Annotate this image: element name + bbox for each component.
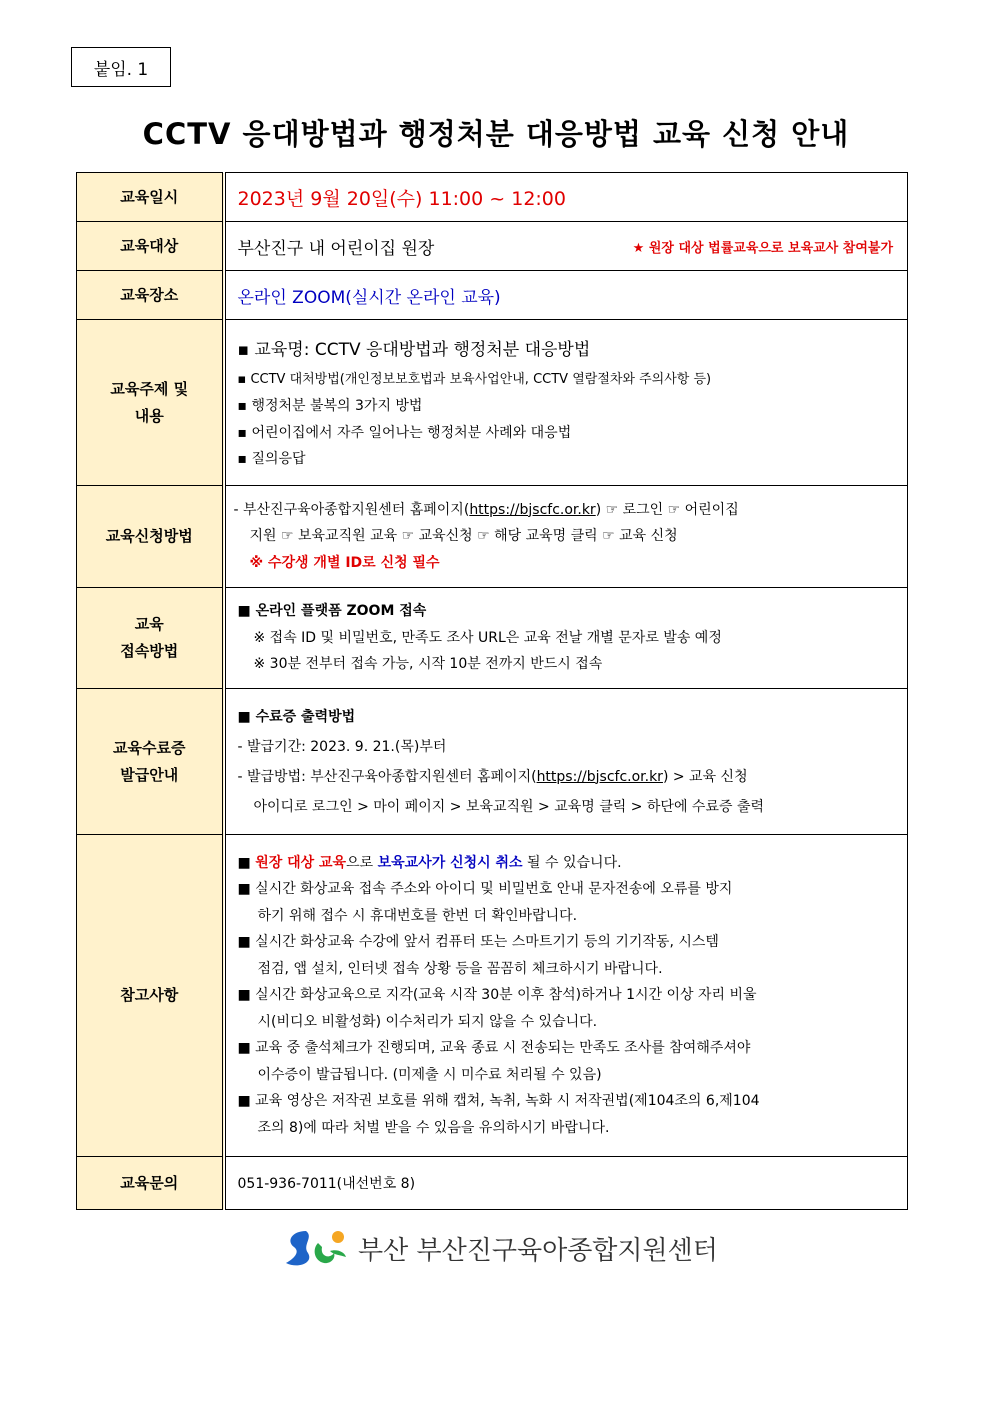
notes-item-cont: 조의 8)에 따라 처벌 받을 수 있음을 유의하시기 바랍니다. [257,1119,610,1136]
certificate-url-link[interactable]: https://bjscfc.or.kr [536,768,663,785]
topic-item: ▪ 행정처분 불복의 3가지 방법 [237,398,423,414]
apply-line1-post: ) ☞ 로그인 ☞ 어린이집 [595,501,739,518]
notes-item: ■ 실시간 화상교육 접속 주소와 아이디 및 비밀번호 안내 문자전송에 오류를 방지 [237,881,733,898]
contact-value: 051-936-7011(내선번호 8) [237,1176,416,1192]
notes-first-red: 원장 대상 교육 [255,854,347,871]
row-apply [77,486,908,588]
row-place [77,271,908,320]
label-topic-1: 교육주제 및 [110,379,189,398]
notes-item-cont: 이수증이 발급됩니다. (미제출 시 미수료 처리될 수 있음) [257,1066,602,1083]
row-access [77,588,908,689]
target-value: 부산진구 내 어린이집 원장 [237,238,435,259]
page-title: CCTV 응대방법과 행정처분 대응방법 교육 신청 안내 [142,117,850,151]
access-item: ※ 접속 ID 및 비밀번호, 만족도 조사 URL은 교육 전날 개별 문자로 발송 예정 [253,629,722,646]
row-target [77,222,908,271]
access-heading: ■ 온라인 플랫폼 ZOOM 접속 [237,603,427,620]
label-certificate-2: 발급안내 [120,765,179,784]
notes-first-end: 될 수 있습니다. [522,854,622,871]
label-certificate-1: 교육수료증 [113,738,186,757]
place-value: 온라인 ZOOM(실시간 온라인 교육) [237,287,501,308]
certificate-method-post: ) > 교육 신청 [662,768,748,785]
topic-item: ▪ 어린이집에서 자주 일어나는 행정처분 사례와 대응법 [237,424,572,441]
notes-first-mid: 으로 [346,854,378,871]
row-date [77,173,908,222]
certificate-heading: ■ 수료증 출력방법 [237,708,356,725]
row-topic [77,320,908,486]
label-place: 교육장소 [77,271,224,320]
label-target: 교육대상 [77,222,224,271]
notes-item: ■ 실시간 화상교육으로 지각(교육 시작 30분 이후 참석)하거나 1시간 이상 자리 비울 [237,987,757,1004]
notes-item-cont: 점검, 앱 설치, 인터넷 접속 상황 등을 꼼꼼히 체크하시기 바랍니다. [257,960,663,977]
target-note: ★ 원장 대상 법률교육으로 보육교사 참여불가 [632,240,893,256]
notes-item-cont: 시(비디오 비활성화) 이수처리가 되지 않을 수 있습니다. [257,1013,598,1030]
apply-url-link[interactable]: https://bjscfc.or.kr [469,501,596,518]
notes-item: ■ 실시간 화상교육 수강에 앞서 컴퓨터 또는 스마트기기 등의 기기작동, 시스템 [237,934,719,951]
center-logo-icon [284,1225,350,1271]
label-apply: 교육신청방법 [77,486,224,588]
topic-item: ▪ CCTV 대처방법(개인정보보호법과 보육사업안내, CCTV 열람절차와 주의사항 등) [237,371,712,387]
notes-first-blue: 보육교사가 신청시 취소 [377,854,523,871]
label-contact: 교육문의 [77,1157,224,1210]
row-certificate [77,689,908,835]
attachment-tag: 붙임. 1 [71,47,171,87]
footer-logo [284,1225,718,1271]
access-item: ※ 30분 전부터 접속 가능, 시작 10분 전까지 반드시 접속 [253,656,603,673]
apply-line1-pre: - 부산진구육아종합지원센터 홈페이지( [233,501,470,518]
topic-item: ▪ 질의응답 [237,451,306,467]
notes-item: ■ 교육 중 출석체크가 진행되며, 교육 종료 시 전송되는 만족도 조사를 참여해주셔야 [237,1040,751,1057]
notes-item: ■ 교육 영상은 저작권 보호를 위해 캡쳐, 녹취, 녹화 시 저작권법(제104조의 6,제104 [237,1093,760,1110]
apply-line2: 지원 ☞ 보육교직원 교육 ☞ 교육신청 ☞ 해당 교육명 클릭 ☞ 교육 신청 [249,528,678,545]
label-access-2: 접속방법 [120,642,179,660]
row-notes [77,835,908,1157]
notes-item-cont: 하기 위해 접수 시 휴대번호를 한번 더 확인바랍니다. [257,907,578,924]
info-table [76,172,908,1210]
certificate-method-pre: - 발급방법: 부산진구육아종합지원센터 홈페이지( [237,768,537,785]
apply-note: ※ 수강생 개별 ID로 신청 필수 [249,554,440,571]
label-date: 교육일시 [77,173,224,222]
label-topic-2: 내용 [134,406,164,425]
row-contact [77,1157,908,1210]
certificate-method-line2: 아이디로 로그인 > 마이 페이지 > 보육교직원 > 교육명 클릭 > 하단에 수료증 출력 [253,798,764,815]
date-value: 2023년 9월 20일(수) 11:00 ~ 12:00 [237,187,566,210]
topic-headline: ▪ 교육명: CCTV 응대방법과 행정처분 대응방법 [237,339,591,360]
certificate-period: - 발급기간: 2023. 9. 21.(목)부터 [237,738,447,755]
footer-org-name: 부산 부산진구육아종합지원센터 [358,1235,718,1266]
label-notes: 참고사항 [77,835,224,1157]
label-access-1: 교육 [134,615,164,633]
notes-first-square: ■ [237,854,256,871]
